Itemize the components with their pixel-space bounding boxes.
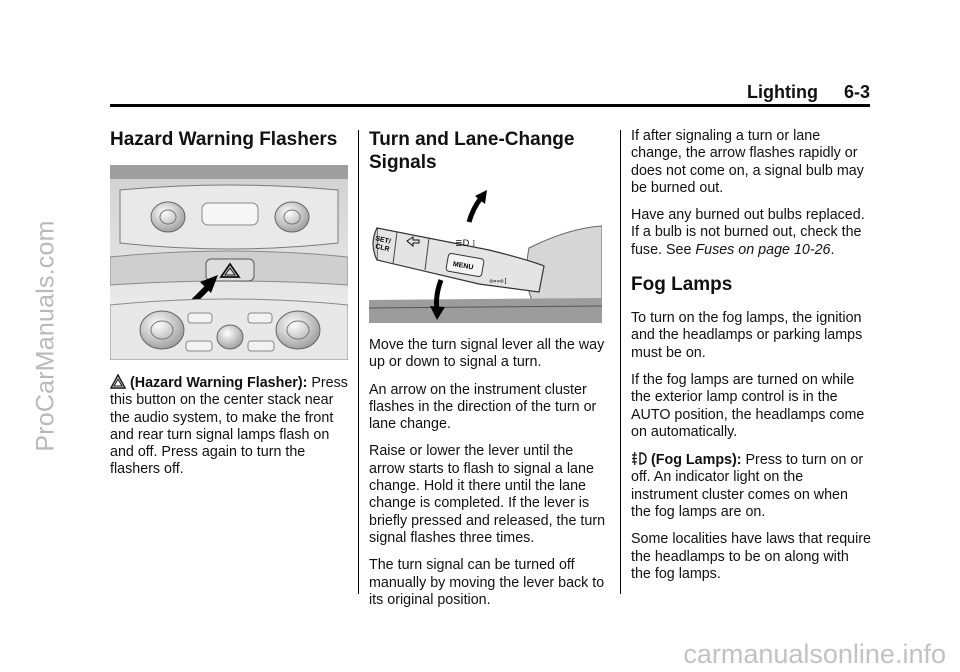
turn-signals-heading: Turn and Lane-Change Signals [369,129,575,173]
hazard-item-text: Press this button on the center stack near the audio system, to make the front and rear turn signal lamps flash on and off. Press again to turn the flashers off. [110,375,348,478]
hazard-button-illustration [110,165,348,360]
fog-item-text: Press to turn on or off. An indicator light on the instrument cluster comes on when the fog lamps are on. [631,452,864,521]
turn-para-3: Raise or lower the lever until the arrow starts to flash to signal a lane change. Hold it there until the lane change is completed. If the lever is briefly pressed and released, the turn signal flashes three times. [369,443,606,546]
section-title: Lighting [747,82,818,102]
fuses-link[interactable]: Fuses on page 10-26 [695,241,831,258]
bulb-para-1: If after signaling a turn or lane change, the arrow flashes rapidly or does not come on, a signal bulb may be burned out. [631,128,864,196]
column-divider-1 [358,130,359,594]
setclr-label-2: CLR [374,243,391,254]
bulb-para-2-text: Have any burned out bulbs replaced. If a bulb is not burned out, check the fuse. See [631,207,865,258]
hazard-item-label: (Hazard Warning Flasher): [129,375,308,391]
fog-item [631,451,871,521]
menu-label: MENU [452,260,474,272]
column-fog-lamps [631,128,871,593]
fog-lamps-heading: Fog Lamps [631,274,733,296]
hazard-description [110,374,348,479]
column-hazard [110,128,348,489]
turn-signal-lever-illustration [369,188,602,323]
turn-para-4: The turn signal can be turned off manually by moving the lever back to its original position. [369,557,605,608]
fog-item-label: (Fog Lamps): [650,452,742,469]
column-turn-signals [369,128,607,619]
hazard-triangle-icon [110,374,126,389]
turn-para-1: Move the turn signal lever all the way up or down to signal a turn. [369,337,605,371]
bulb-para-2 [631,207,871,259]
fog-lamp-icon [631,451,647,466]
setclr-label-1: SET/ [374,235,392,246]
page-header [110,82,870,103]
bottom-watermark: carmanualsonline.info [683,639,946,669]
hazard-heading: Hazard Warning Flashers [110,129,338,150]
turn-para-2: An arrow on the instrument cluster flashes in the direction of the turn or lane change. [369,381,597,433]
fog-para-1: To turn on the fog lamps, the ignition and the headlamps or parking lamps must be on. [631,310,863,361]
fog-para-2: If the fog lamps are turned on while the exterior lamp control is in the AUTO position, the headlamps come on automatically. [631,371,865,440]
header-rule [110,104,870,107]
svg-text:⇦⇨⁞: ⇦⇨⁞ [489,277,507,287]
side-watermark: ProCarManuals.com [31,220,60,452]
column-divider-2 [620,130,621,594]
fog-para-3: Some localities have laws that require the headlamps to be on along with the fog lamps. [631,531,871,582]
bulb-para-2-end: . [830,241,835,258]
svg-text:≣D ⁞: ≣D ⁞ [455,239,476,249]
page-number: 6-3 [843,82,870,102]
